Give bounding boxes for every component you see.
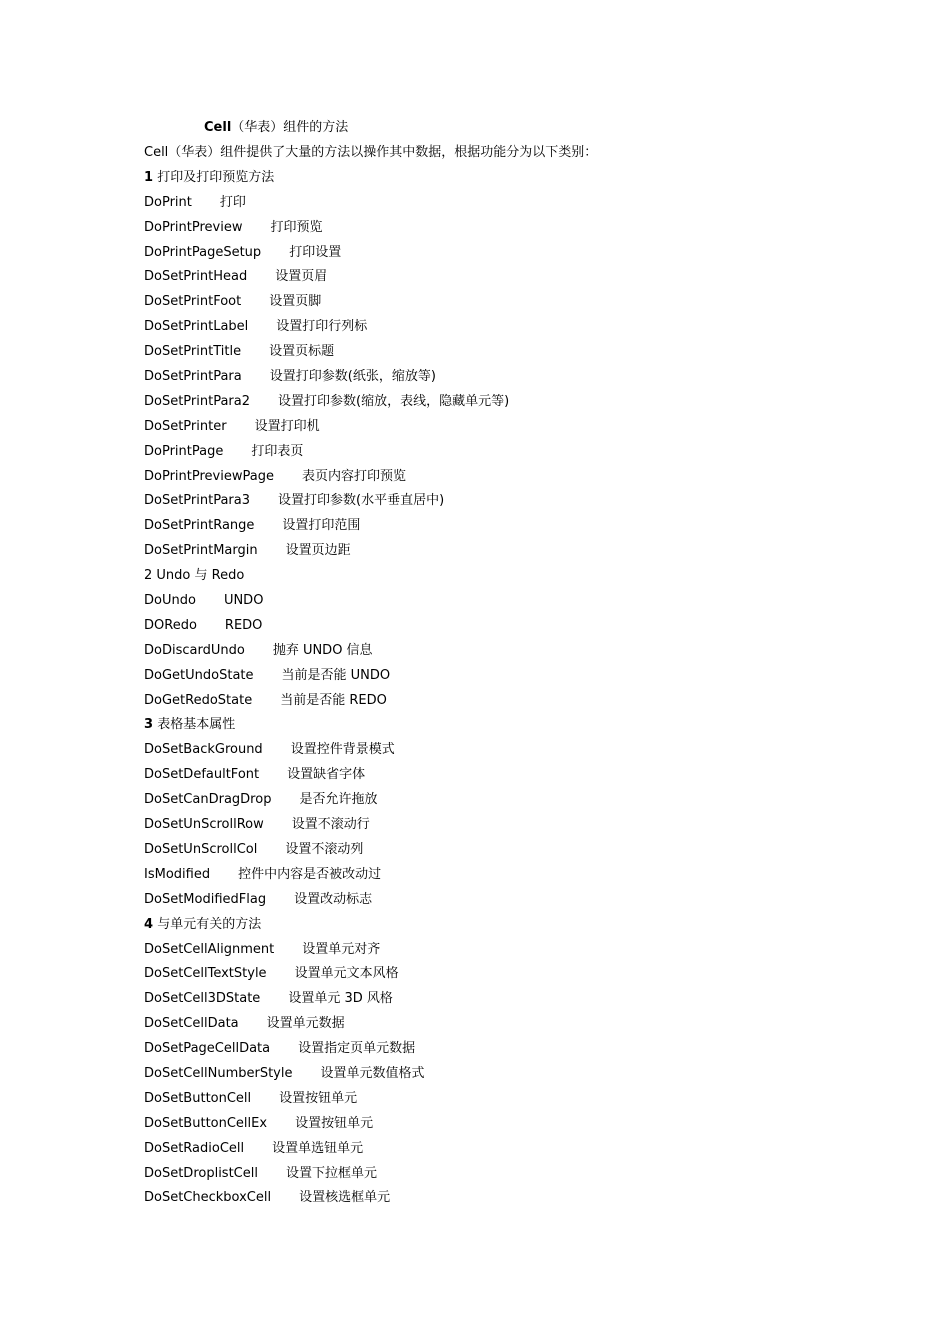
method-description: 打印: [219, 194, 246, 210]
method-name: DoSetUnScrollCol: [144, 841, 258, 857]
method-name: DoSetCellAlignment: [144, 941, 275, 957]
section-heading-text: 与单元有关的方法: [157, 916, 262, 932]
method-row: [144, 368, 924, 393]
method-description: 设置缺省字体: [287, 767, 366, 783]
method-row: [144, 1065, 924, 1090]
method-description: 设置核选框单元: [299, 1190, 391, 1206]
method-description: 表页内容打印预览: [301, 468, 406, 484]
method-row: [144, 965, 924, 990]
method-name: DoSetPageCellData: [144, 1041, 271, 1057]
method-row: [144, 393, 924, 418]
method-name: DoSetPrintPara: [144, 369, 242, 385]
method-name: DoGetRedoState: [144, 692, 253, 708]
method-name: DoSetDefaultFont: [144, 767, 260, 783]
method-description: 设置页边距: [285, 543, 351, 559]
method-name: DoUndo: [144, 593, 196, 609]
page-title-latin: Cell: [204, 120, 232, 135]
method-row: [144, 194, 924, 219]
document-body: [144, 144, 924, 1214]
method-row: [144, 692, 924, 717]
method-row: [144, 816, 924, 841]
method-description: 设置打印参数(缩放，表线，隐藏单元等): [278, 393, 510, 409]
method-description: 设置单元对齐: [302, 941, 381, 957]
method-description: 设置打印行列标: [276, 319, 368, 335]
method-name: DoGetUndoState: [144, 667, 254, 683]
method-name: DoPrintPage: [144, 443, 224, 459]
method-row: [144, 766, 924, 791]
section-heading-text: 2 Undo 与 Redo: [144, 568, 245, 584]
method-name: DoSetPrintHead: [144, 269, 248, 285]
method-name: DoSetCell3DState: [144, 991, 261, 1007]
method-row: [144, 492, 924, 517]
method-sections: [144, 169, 924, 1214]
method-row: [144, 1165, 924, 1190]
method-row: [144, 343, 924, 368]
method-name: DoSetPrintPara3: [144, 493, 251, 509]
method-description: REDO: [224, 617, 263, 633]
section-heading-text: 表格基本属性: [157, 717, 236, 733]
method-name: DoSetCellNumberStyle: [144, 1065, 293, 1081]
method-name: DoPrint: [144, 194, 192, 210]
method-description: UNDO: [223, 593, 264, 609]
method-row: [144, 418, 924, 443]
method-description: 抛弃 UNDO 信息: [272, 642, 373, 658]
section-number: 3: [144, 717, 154, 733]
method-name: DoSetPrintLabel: [144, 319, 249, 335]
method-name: DoSetPrintFoot: [144, 294, 242, 310]
method-row: [144, 866, 924, 891]
method-name: IsModified: [144, 866, 211, 882]
method-description: 设置单选钮单元: [272, 1140, 364, 1156]
method-row: [144, 1140, 924, 1165]
method-name: DoSetDroplistCell: [144, 1165, 258, 1181]
method-description: 设置单元数值格式: [320, 1065, 425, 1081]
method-name: DoSetCheckboxCell: [144, 1190, 272, 1206]
method-row: [144, 517, 924, 542]
page-title: [204, 119, 348, 137]
method-name: DoSetPrintPara2: [144, 393, 251, 409]
section-number: 1: [144, 169, 154, 185]
method-description: 设置不滚动列: [285, 841, 364, 857]
method-name: DoSetButtonCell: [144, 1090, 252, 1106]
method-row: [144, 617, 924, 642]
method-description: 打印预览: [270, 219, 323, 235]
method-name: DoSetButtonCellEx: [144, 1115, 268, 1131]
method-row: [144, 667, 924, 692]
method-name: DoSetPrintRange: [144, 518, 255, 534]
method-name: DoSetCellTextStyle: [144, 966, 267, 982]
method-description: 设置打印机: [254, 418, 320, 434]
method-row: [144, 592, 924, 617]
method-row: [144, 642, 924, 667]
method-row: [144, 542, 924, 567]
method-description: 是否允许拖放: [299, 792, 378, 808]
method-row: [144, 741, 924, 766]
method-name: DoDiscardUndo: [144, 642, 245, 658]
method-row: [144, 318, 924, 343]
method-description: 设置指定页单元数据: [298, 1041, 416, 1057]
method-description: 设置按钮单元: [279, 1090, 358, 1106]
method-row: [144, 244, 924, 269]
method-description: 设置按钮单元: [295, 1115, 374, 1131]
method-description: 当前是否能 REDO: [280, 692, 387, 708]
method-name: DoSetUnScrollRow: [144, 817, 264, 833]
method-name: DoPrintPreviewPage: [144, 468, 274, 484]
method-description: 设置页脚: [269, 294, 322, 310]
method-name: DoSetCanDragDrop: [144, 792, 272, 808]
section-heading: [144, 916, 924, 941]
method-description: 控件中内容是否被改动过: [238, 866, 382, 882]
method-description: 设置单元数据: [266, 1016, 345, 1032]
section-number: 4: [144, 916, 154, 932]
method-row: [144, 990, 924, 1015]
method-row: [144, 293, 924, 318]
method-description: 设置单元 3D 风格: [288, 991, 393, 1007]
method-description: 打印设置: [289, 244, 342, 260]
method-name: DORedo: [144, 617, 197, 633]
method-row: [144, 1189, 924, 1214]
method-name: DoSetPrintTitle: [144, 344, 242, 360]
method-row: [144, 468, 924, 493]
method-name: DoSetRadioCell: [144, 1140, 245, 1156]
method-description: 设置页眉: [275, 269, 328, 285]
method-row: [144, 1040, 924, 1065]
method-description: 设置下拉框单元: [285, 1165, 377, 1181]
method-description: 设置打印范围: [282, 518, 361, 534]
method-row: [144, 219, 924, 244]
method-row: [144, 1115, 924, 1140]
method-description: 设置不滚动行: [291, 817, 370, 833]
intro-paragraph: Cell（华表）组件提供了大量的方法以操作其中数据，根据功能分为以下类别：: [144, 145, 598, 160]
section-heading: [144, 567, 924, 592]
method-name: DoPrintPreview: [144, 219, 243, 235]
method-row: [144, 791, 924, 816]
method-row: [144, 1015, 924, 1040]
page-title-rest: （华表）组件的方法: [231, 120, 349, 135]
method-name: DoSetModifiedFlag: [144, 891, 267, 907]
method-description: 设置打印参数(水平垂直居中): [278, 493, 445, 509]
method-row: [144, 443, 924, 468]
method-row: [144, 941, 924, 966]
method-row: [144, 891, 924, 916]
method-description: 当前是否能 UNDO: [281, 667, 391, 683]
section-heading: [144, 716, 924, 741]
method-description: 打印表页: [251, 443, 304, 459]
method-description: 设置控件背景模式: [290, 742, 395, 758]
method-row: [144, 268, 924, 293]
section-heading: [144, 169, 924, 194]
method-name: DoSetPrinter: [144, 418, 227, 434]
section-heading-text: 打印及打印预览方法: [157, 169, 275, 185]
method-description: 设置改动标志: [294, 891, 373, 907]
method-name: DoSetPrintMargin: [144, 543, 258, 559]
method-name: DoSetBackGround: [144, 742, 263, 758]
method-row: [144, 841, 924, 866]
method-description: 设置打印参数(纸张，缩放等): [269, 369, 436, 385]
method-description: 设置页标题: [269, 344, 335, 360]
method-name: DoSetCellData: [144, 1016, 239, 1032]
method-description: 设置单元文本风格: [294, 966, 399, 982]
method-row: [144, 1090, 924, 1115]
method-name: DoPrintPageSetup: [144, 244, 262, 260]
